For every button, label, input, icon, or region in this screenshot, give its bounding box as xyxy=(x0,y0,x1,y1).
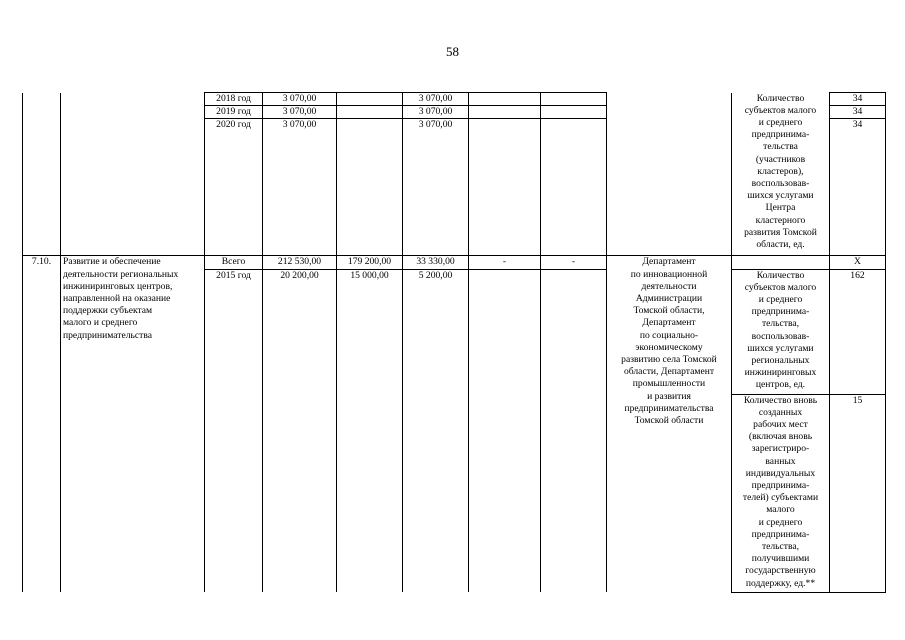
local-cell xyxy=(469,93,541,106)
indicator-cell xyxy=(732,256,830,269)
executor-cell: Департамент по инновационной деятельности Администрации Томской области, Департамент по социально- экономическому развитию села Томской области, Департамент промышленности и развития предпринимательства Томской области xyxy=(607,256,732,592)
regional-cell: 3 070,00 xyxy=(403,106,469,119)
regional-cell: 3 070,00 xyxy=(403,119,469,256)
year-cell: 2018 год xyxy=(205,93,263,106)
number-cell xyxy=(23,93,61,256)
executor-cell xyxy=(607,93,732,256)
value-cell: 34 xyxy=(830,119,886,256)
value-cell: 34 xyxy=(830,93,886,106)
program-table xyxy=(22,92,886,593)
value-cell: Х xyxy=(830,256,886,269)
federal-cell xyxy=(337,119,403,256)
indicator-cell: Количество субъектов малого и среднего предпринима- тельства, воспользовав- шихся услугами региональных инжиниринговых центров, ед. xyxy=(732,269,830,394)
year-cell: 2020 год xyxy=(205,119,263,256)
federal-cell xyxy=(337,93,403,106)
other-cell xyxy=(541,269,607,592)
name-cell: Развитие и обеспечение деятельности региональных инжиниринговых центров, направленной на оказание поддержки субъектам малого и среднего предпринимательства xyxy=(61,256,205,592)
federal-cell: 179 200,00 xyxy=(337,256,403,269)
year-cell: 2015 год xyxy=(205,269,263,592)
federal-cell xyxy=(337,106,403,119)
year-cell: Всего xyxy=(205,256,263,269)
value-cell: 162 xyxy=(830,269,886,394)
indicator-cell: Количество вновь созданных рабочих мест (включая вновь зарегистриро- ванных индивидуальных предпринима- телей) субъектами малого и среднего предпринима- тельства, получившими государственную поддержку, ед.** xyxy=(732,394,830,592)
local-cell xyxy=(469,119,541,256)
total-cell: 3 070,00 xyxy=(263,106,337,119)
federal-cell: 15 000,00 xyxy=(337,269,403,592)
other-cell xyxy=(541,119,607,256)
page-number: 58 xyxy=(446,44,459,59)
name-cell xyxy=(61,93,205,256)
regional-cell: 33 330,00 xyxy=(403,256,469,269)
local-cell xyxy=(469,269,541,592)
regional-cell: 3 070,00 xyxy=(403,93,469,106)
regional-cell: 5 200,00 xyxy=(403,269,469,592)
value-cell: 15 xyxy=(830,394,886,592)
other-cell xyxy=(541,93,607,106)
value-cell: 34 xyxy=(830,106,886,119)
indicator-cell: Количество субъектов малого и среднего предпринима- тельства (участников кластеров), воспользовав- шихся услугами Центра кластерного развития Томской области, ед. xyxy=(732,93,830,256)
total-cell: 3 070,00 xyxy=(263,93,337,106)
table-row xyxy=(23,256,886,269)
year-cell: 2019 год xyxy=(205,106,263,119)
local-cell: - xyxy=(469,256,541,269)
total-cell: 20 200,00 xyxy=(263,269,337,592)
local-cell xyxy=(469,106,541,119)
total-cell: 3 070,00 xyxy=(263,119,337,256)
other-cell xyxy=(541,106,607,119)
number-cell: 7.10. xyxy=(23,256,61,592)
total-cell: 212 530,00 xyxy=(263,256,337,269)
table-row xyxy=(23,93,886,106)
other-cell: - xyxy=(541,256,607,269)
